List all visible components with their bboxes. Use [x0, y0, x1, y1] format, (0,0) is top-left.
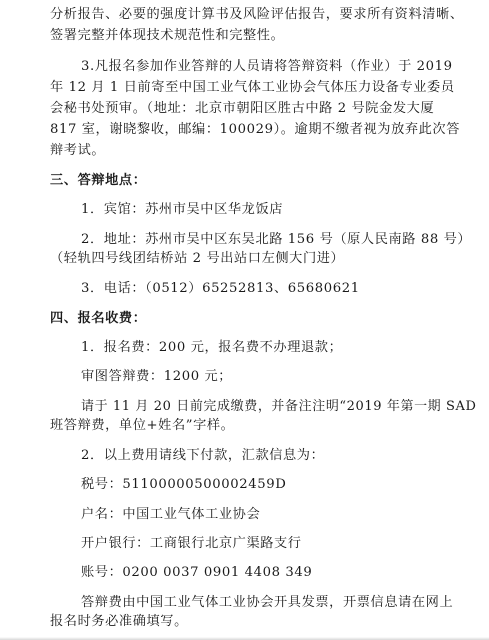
text-line-deadline: 请于 11 月 20 日前完成缴费，并备注注明“2019 年第一期 SAD — [81, 398, 477, 414]
section-heading-venue: 三、答辩地点： — [50, 173, 147, 188]
text-line-bank: 开户银行：工商银行北京广渠路支行 — [81, 536, 302, 551]
text-line-6: 817 室，谢晓黎收，邮编：100029）。逾期不缴者视为放弃此次答 — [50, 121, 461, 137]
text-line-hotel: 1．宾馆：苏州市吴中区华龙饭店 — [81, 202, 284, 218]
text-line-reg-fee: 1．报名费：200 元，报名费不办理退款； — [81, 339, 343, 355]
text-line-3: 3.凡报名参加作业答辩的人员请将答辩资料（作业）于 2019 — [81, 59, 453, 74]
text-line-invoice-1: 答辩费由中国工业气体工业协会开具发票，开票信息请在网上 — [81, 594, 454, 610]
text-line-payment: 2．以上费用请线下付款，汇款信息为： — [81, 448, 325, 463]
text-line-account-no: 账号：0200 0037 0901 4408 349 — [81, 565, 313, 581]
text-line-5: 会秘书处预审。（地址：北京市朝阳区胜古中路 2 号院金发大厦 — [50, 100, 435, 116]
text-line-review-fee: 审图答辩费：1200 元； — [81, 369, 233, 385]
section-heading-fees: 四、报名收费： — [50, 310, 147, 326]
text-line-2: 签署完整并体现技术规范性和完整性。 — [50, 28, 285, 43]
text-line-account-name: 户名：中国工业气体工业协会 — [81, 506, 261, 522]
text-line-7: 辩考试。 — [50, 142, 106, 158]
text-line-remark: 班答辩费，单位+姓名”字样。 — [50, 417, 235, 433]
text-line-invoice-2: 报名时务必准确填写。 — [50, 614, 188, 629]
text-line-address: 2．地址：苏州市吴中区东吴北路 156 号（原人民南路 88 号） — [81, 231, 472, 247]
text-line-phone: 3．电话：（0512）65252813、65680621 — [81, 281, 360, 297]
text-line-4: 年 12 月 1 日前寄至中国工业气体工业协会气体压力设备专业委员 — [50, 79, 455, 95]
text-line-1: 分析报告、必要的强度计算书及风险评估报告，要求所有资料清晰、 — [50, 7, 464, 22]
text-line-tax-id: 税号：51100000500002459D — [81, 477, 287, 493]
text-line-transit: （轻轨四号线团结桥站 2 号出站口左侧大门进） — [50, 251, 345, 266]
